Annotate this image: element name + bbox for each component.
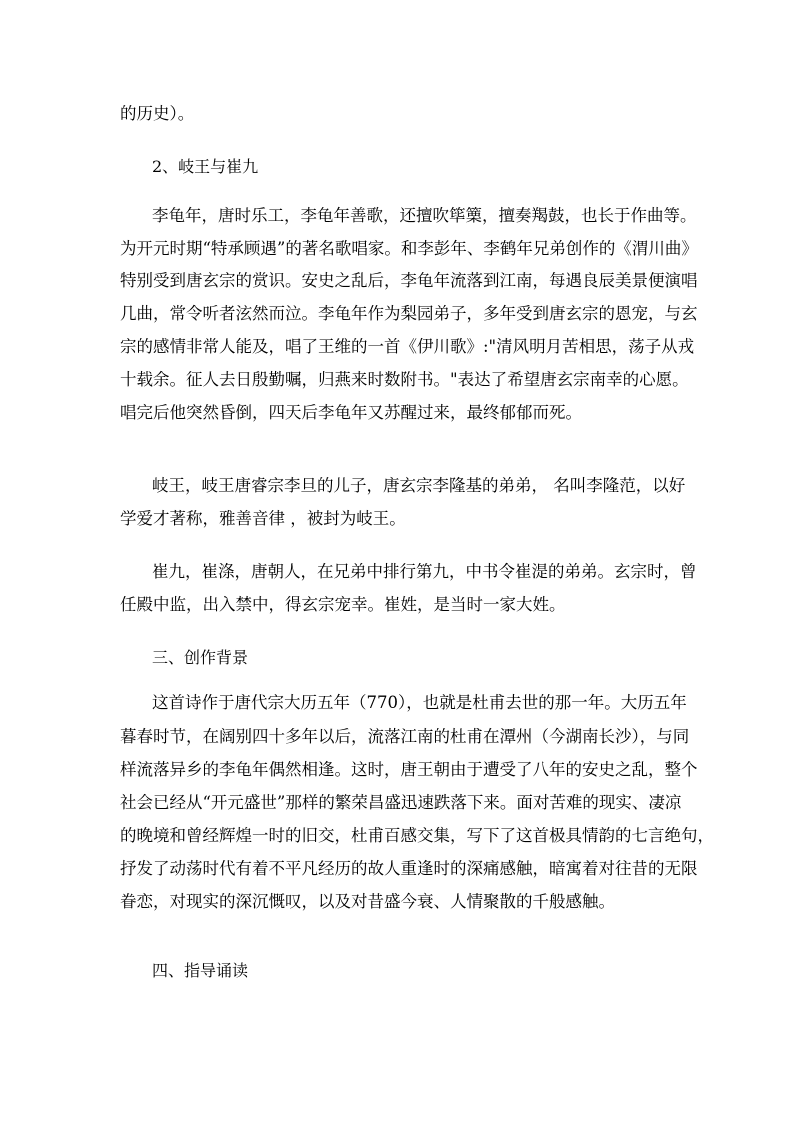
paragraph-line: 为开元时期“特承顾遇”的著名歌唱家。和李彭年、李鹤年兄弟创作的《渭川曲》 <box>120 239 698 258</box>
paragraph-line: 眷恋，对现实的深沉慨叹，以及对昔盛今衰、人情聚散的千般感触。 <box>120 892 615 911</box>
paragraph-line: 的晚境和曾经辉煌一时的旧交，杜甫百感交集，写下了这首极具情韵的七言绝句， <box>120 826 714 845</box>
paragraph-line: 任殿中监，出入禁中，得玄宗宠幸。崔姓，是当时一家大姓。 <box>120 595 566 614</box>
paragraph-line: 宗的感情非常人能及，唱了王维的一首《伊川歌》:"清风明月苦相思，荡子从戎 <box>120 337 695 356</box>
section-3-heading: 三、创作背景 <box>152 648 249 667</box>
paragraph-line: 十载余。征人去日殷勤嘱，归燕来时数附书。"表达了希望唐玄宗南幸的心愿。 <box>120 370 689 389</box>
paragraph-line: 抒发了动荡时代有着不平凡经历的故人重逢时的深痛感触，暗寓着对往昔的无限 <box>120 859 698 878</box>
paragraph-line: 特别受到唐玄宗的赏识。安史之乱后，李龟年流落到江南，每遇良辰美景便演唱 <box>120 271 698 290</box>
paragraph-line: 样流落异乡的李龟年偶然相逢。这时，唐王朝由于遭受了八年的安史之乱，整个 <box>120 760 698 779</box>
paragraph-line: 几曲，常令听者泫然而泣。李龟年作为梨园弟子，多年受到唐玄宗的恩宠，与玄 <box>120 304 698 323</box>
paragraph-line: 暮春时节，在阔别四十多年以后，流落江南的杜甫在潭州（今湖南长沙），与同 <box>120 727 690 746</box>
paragraph-line: 这首诗作于唐代宗大历五年（770），也就是杜甫去世的那一年。大历五年 <box>152 693 687 712</box>
section-4-heading: 四、指导诵读 <box>152 961 249 980</box>
paragraph-line: 社会已经从“开元盛世”那样的繁荣昌盛迅速跌落下来。面对苦难的现实、凄凉 <box>120 793 682 812</box>
paragraph-line: 学爱才著称，雅善音律 ，被封为岐王。 <box>120 509 406 528</box>
top-fragment-text: 的历史）。 <box>120 104 195 123</box>
paragraph-line: 岐王，岐王唐睿宗李旦的儿子，唐玄宗李隆基的弟弟， 名叫李隆范，以好 <box>152 476 686 495</box>
section-2-heading: 2、岐王与崔九 <box>152 157 259 176</box>
paragraph-line: 李龟年，唐时乐工，李龟年善歌，还擅吹筚篥，擅奏羯鼓，也长于作曲等。 <box>152 206 697 225</box>
paragraph-line: 唱完后他突然昏倒，四天后李龟年又苏醒过来，最终郁郁而死。 <box>120 403 582 422</box>
paragraph-line: 崔九，崔涤，唐朝人，在兄弟中排行第九，中书令崔湜的弟弟。玄宗时，曾 <box>152 562 697 581</box>
